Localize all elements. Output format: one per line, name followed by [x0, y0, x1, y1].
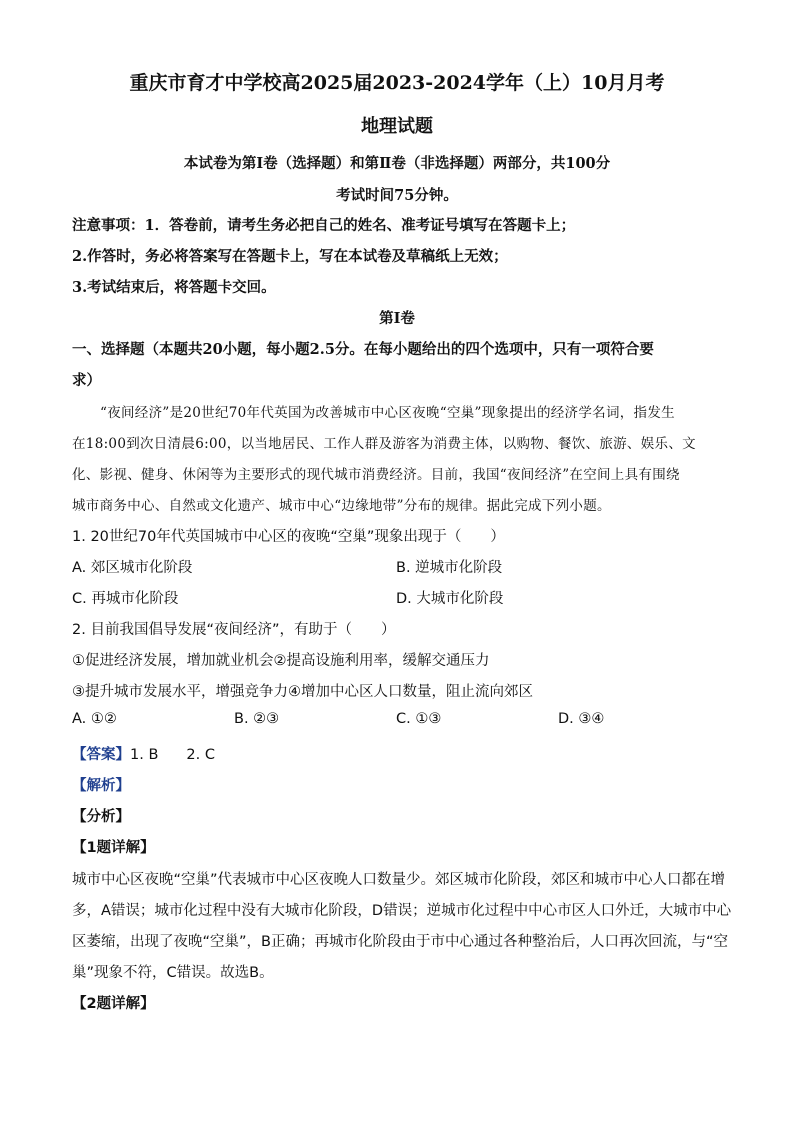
question-1-option-d: D. 大城市化阶段: [396, 591, 504, 607]
fenxi-label: 【分析】: [72, 809, 130, 825]
answer-row: [72, 743, 732, 764]
question-2-option-b: B. ②③: [234, 711, 280, 727]
detail-1-line: 城市中心区夜晚“空巢”代表城市中心区夜晚人口数量少。郊区城市化阶段，郊区和城市中心人口都在增: [72, 872, 726, 888]
question-2-option-c: C. ①③: [396, 711, 442, 727]
question-2-option-a: A. ①②: [72, 711, 117, 727]
detail-1-line: 巢”现象不符，C错误。故选B。: [72, 965, 274, 981]
passage-line: 在18:00到次日清晨6:00，以当地居民、工作人群及游客为消费主体，以购物、餐饮、旅游、娱乐、文: [72, 436, 696, 452]
notice-1: 注意事项：1．答卷前，请考生务必把自己的姓名、准考证号填写在答题卡上；: [72, 217, 576, 234]
section-heading-line2: 求）: [72, 372, 101, 389]
exam-composition: 本试卷为第Ⅰ卷（选择题）和第Ⅱ卷（非选择题）两部分，共100分: [183, 155, 611, 172]
question-2-stem: 2. 目前我国倡导发展“夜间经济”，有助于（ ）: [72, 622, 396, 638]
detail-1-line: 区萎缩，出现了夜晚“空巢”，B正确；再城市化阶段由于市中心通过各种整治后，人口再次回流，与“空: [72, 934, 728, 950]
passage-line: 化、影视、健身、休闲等为主要形式的现代城市消费经济。目前，我国“夜间经济”在空间上具有围绕: [72, 467, 680, 483]
detail-1-line: 多，A错误；城市化过程中没有大城市化阶段，D错误；逆城市化过程中中心市区人口外迁，大城市中心: [72, 903, 732, 919]
analysis-label: 【解析】: [72, 778, 130, 794]
question-2-statement-line: ①促进经济发展，增加就业机会②提高设施利用率，缓解交通压力: [72, 653, 490, 669]
question-2-statement-line: ③提升城市发展水平，增强竞争力④增加中心区人口数量，阻止流向郊区: [72, 684, 533, 700]
passage-line: 城市商务中心、自然或文化遗产、城市中心“边缘地带”分布的规律。据此完成下列小题。: [72, 498, 611, 514]
question-1-option-a: A. 郊区城市化阶段: [72, 560, 193, 576]
question-1-option-c: C. 再城市化阶段: [72, 591, 179, 607]
notice-3: 3.考试结束后，将答题卡交回。: [72, 279, 276, 296]
answer-value-2: 2. C: [186, 747, 215, 763]
question-2-option-d: D. ③④: [558, 711, 605, 727]
section-heading-line1: 一、选择题（本题共20小题，每小题2.5分。在每小题给出的四个选项中，只有一项符合要: [72, 341, 654, 358]
exam-time: 考试时间75分钟。: [336, 187, 458, 204]
passage-line: “夜间经济”是20世纪70年代英国为改善城市中心区夜晚“空巢”现象提出的经济学名词，指发生: [100, 405, 675, 421]
answer-value-1: 1. B: [130, 747, 159, 763]
question-1-stem: 1. 20世纪70年代英国城市中心区的夜晚“空巢”现象出现于（ ）: [72, 529, 505, 545]
volume-heading: 第Ⅰ卷: [379, 310, 415, 327]
page-title: 重庆市育才中学校高2025届2023-2024学年（上）10月月考: [129, 72, 665, 94]
notice-2: 2.作答时，务必将答案写在答题卡上，写在本试卷及草稿纸上无效；: [72, 248, 508, 265]
detail-1-label: 【1题详解】: [72, 840, 155, 856]
detail-2-label: 【2题详解】: [72, 996, 155, 1012]
question-1-option-b: B. 逆城市化阶段: [396, 560, 503, 576]
answer-label: 【答案】: [72, 747, 130, 763]
page-subtitle: 地理试题: [361, 116, 433, 137]
